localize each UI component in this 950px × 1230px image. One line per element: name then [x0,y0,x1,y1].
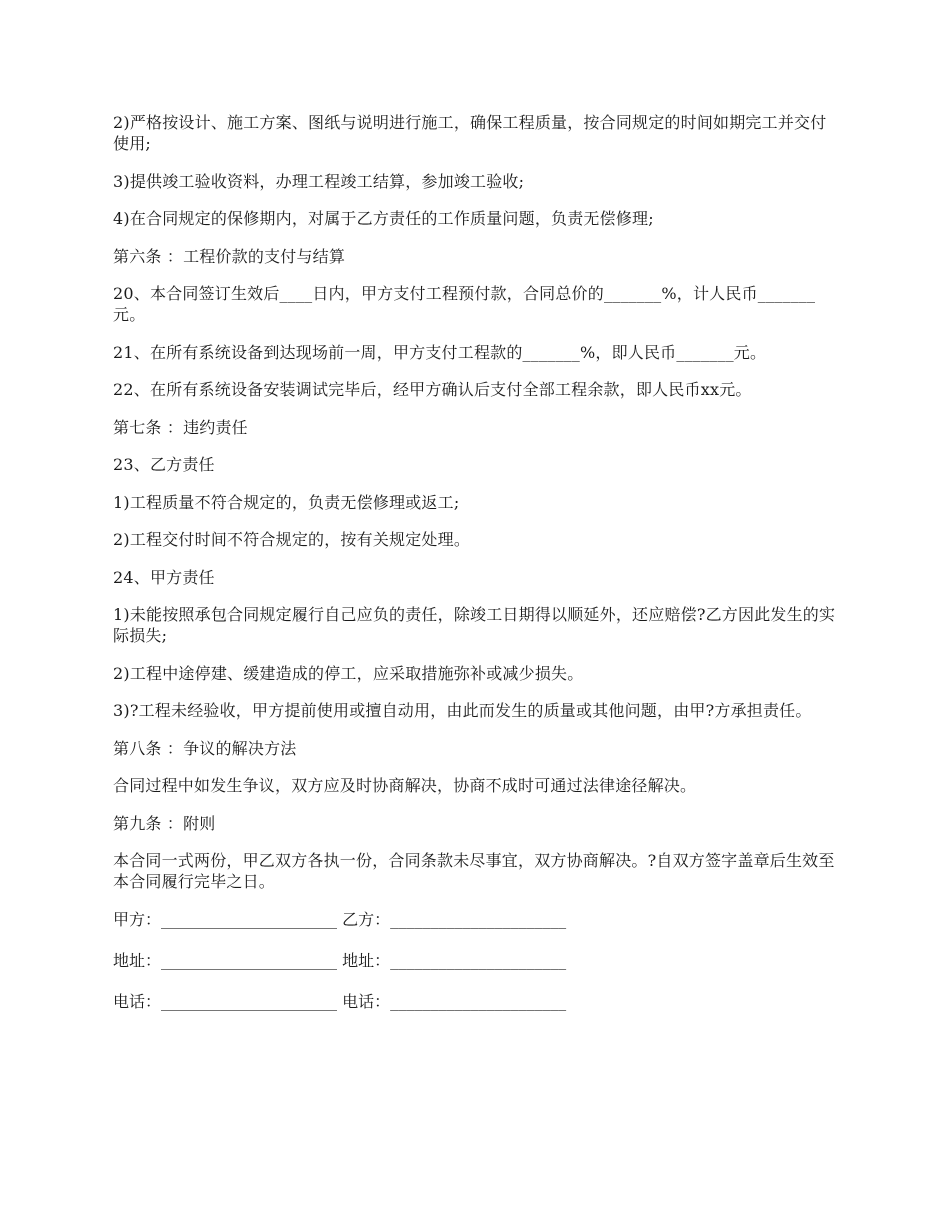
section-heading: 第八条 ：争议的解决方法 [113,738,297,758]
paragraph: 1)未能按照承包合同规定履行自己应负的责任，除竣工日期得以顺延外，还应赔偿?乙方因此发生的实际损失; [113,605,836,645]
paragraph: 4)在合同规定的保修期内，对属于乙方责任的工作质量问题，负责无偿修理; [113,209,654,228]
section-heading: 第九条 ：附则 [113,813,216,833]
paragraph: 1)工程质量不符合规定的，负责无偿修理或返工; [113,492,460,512]
paragraph: 3)?工程未经验收，甲方提前使用或擅自动用，由此而发生的质量或其他问题，由甲?方承担责任。 [113,701,812,720]
section-heading: 第七条 ：违约责任 [113,417,248,437]
signature-row-phone: 电话：______________________ 电话：______________________ [113,991,567,1011]
paragraph: 合同过程中如发生争议，双方应及时协商解决，协商不成时可通过法律途径解决。 [113,776,697,795]
paragraph: 20、本合同签订生效后____日内，甲方支付工程预付款，合同总价的_______%，计人民币_______元。 [113,284,816,324]
paragraph: 3)提供竣工验收资料，办理工程竣工结算，参加竣工验收; [113,171,525,191]
section-heading: 第六条 ：工程价款的支付与结算 [113,246,346,266]
signature-row-party: 甲方：______________________ 乙方：______________________ [113,909,567,929]
paragraph: 22、在所有系统设备安装调试完毕后，经甲方确认后支付全部工程余款，即人民币xx元。 [113,380,752,399]
paragraph: 2)工程交付时间不符合规定的，按有关规定处理。 [113,530,471,549]
document-page [113,112,841,1032]
paragraph: 21、在所有系统设备到达现场前一周，甲方支付工程款的_______%，即人民币_______元。 [113,342,767,362]
paragraph: 2)工程中途停建、缓建造成的停工，应采取措施弥补或减少损失。 [113,663,584,683]
signature-row-address: 地址：______________________ 地址：______________________ [113,950,567,970]
paragraph: 23、乙方责任 [113,455,215,474]
paragraph: 2)严格按设计、施工方案、图纸与说明进行施工，确保工程质量，按合同规定的时间如期完工并交付使用; [113,113,827,153]
paragraph: 24、甲方责任 [113,567,215,587]
paragraph: 本合同一式两份，甲乙双方各执一份，合同条款未尽事宜，双方协商解决。?自双方签字盖章后生效至本合同履行完毕之日。 [113,851,835,891]
